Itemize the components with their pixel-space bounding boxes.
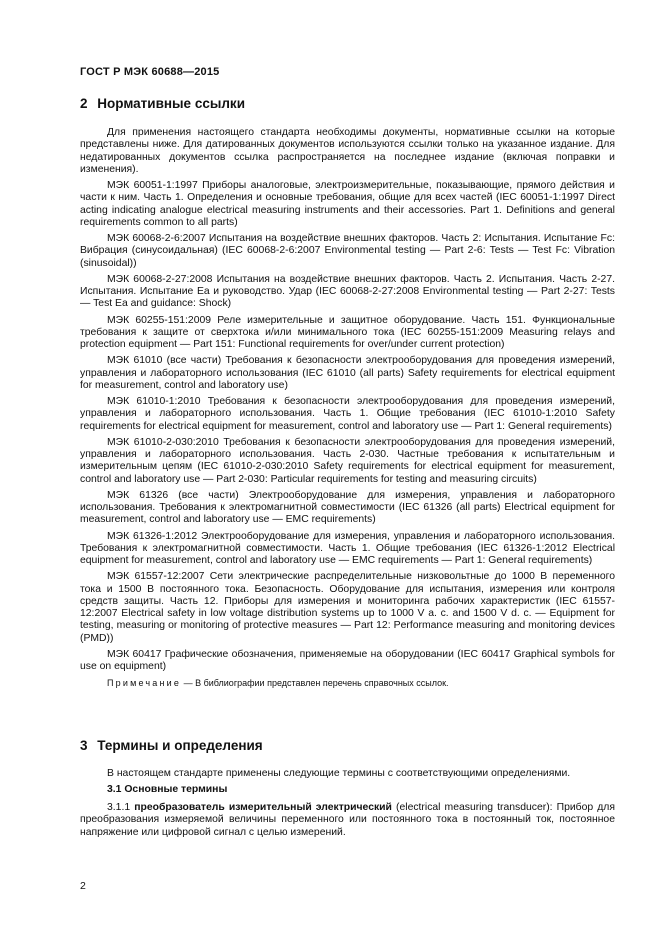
term-definition — [80, 802, 615, 839]
reference-item: МЭК 60417 Графические обозначения, применяемые на оборудовании (IEC 60417 Graphical symbols for use on equipment) — [80, 648, 615, 672]
term-definition-text: (electrical measuring transducer): Прибор для преобразования измеряемой величины переменного или постоянного тока в постоянный ток, постоянное напряжение или цифровой сигнал с целью измерений. — [80, 802, 615, 838]
subsection-3-1-heading — [107, 784, 227, 795]
term-definition-block — [80, 802, 615, 843]
reference-item: МЭК 61557-12:2007 Сети электрические распределительные низковольтные до 1000 В переменного тока и 1500 В постоянного тока. Безопасность. Оборудование для испытания, измерения или контроля средств защиты. Часть 12. Приборы для измерения и мониторинга рабочих характеристик (IEC 61557-12:2007 Electrical safety in low voltage distribution systems up to 1000 V a. c. and 1500 V d. c. — Equipment for testing, measuring or monitoring of protective measures — Part 12: Performance measuring and monitoring devices (PMD)) — [80, 571, 615, 644]
reference-item: МЭК 61010 (все части) Требования к безопасности электрооборудования для проведения измерений, управления и лабораторного использования (IEC 61010 (all parts) Safety requirements for electrical equipment for measurement, control and laboratory use) — [80, 355, 615, 391]
section-2-intro: Для применения настоящего стандарта необходимы документы, нормативные ссылки на которые представлены ниже. Для датированных документов используются ссылки только на указанное издание. Для недатированных документов ссылка распространяется на последнее издание (включая поправки и изменения). — [80, 127, 615, 175]
section-3-number: 3 — [80, 738, 88, 753]
note — [80, 677, 615, 689]
section-3-intro: В настоящем стандарте применены следующие термины с соответствующими определениями. — [107, 768, 571, 779]
section-2-number: 2 — [80, 96, 88, 111]
reference-item: МЭК 61010-1:2010 Требования к безопасности электрооборудования для проведения измерений, управления и лабораторного использования. Часть 1. Общие требования (IEC 61010-1:2010 Safety requirements for electrical equipment for measurement, control and laboratory use — Part 1: General requirements) — [80, 396, 615, 432]
reference-item: МЭК 61010-2-030:2010 Требования к безопасности электрооборудования для проведения измерений, управления и лабораторного использования. Часть 2-030. Частные требования к испытательным и измерительным цепям (IEC 61010-2-030:2010 Safety requirements for electrical equipment for measurement, control and laboratory use — Part 2-030: Particular requirements for testing and measuring circuits) — [80, 436, 615, 485]
reference-item: МЭК 60051-1:1997 Приборы аналоговые, электроизмерительные, показывающие, прямого действия и части к ним. Часть 1. Определения и основные требования, общие для всех частей (IEC 60051-1:1997 Direct acting indicating analogue electrical measuring instruments and their accessories. Part 1. Definitions and general requirements common to all parts) — [80, 180, 615, 228]
section-3-title: Термины и определения — [97, 738, 263, 753]
term-name: преобразователь измерительный электрический — [134, 802, 392, 813]
term-number: 3.1.1 — [107, 802, 131, 813]
reference-item: МЭК 60068-2-27:2008 Испытания на воздействие внешних факторов. Часть 2. Испытания. Часть 2-27. Испытания. Испытание Еа и руководство. Удар (IEC 60068-2-27:2008 Environmental testing — Part 2-27: Tests — Test Ea and guidance: Shock) — [80, 273, 615, 310]
reference-item: МЭК 61326 (все части) Электрооборудование для измерения, управления и лабораторного использования. Требования к электромагнитной совместимости (IEC 61326 (all parts) Electrical equipment for measurement, control and laboratory use — EMC requirements) — [80, 489, 615, 526]
section-3-intro-block — [80, 768, 615, 784]
note-label: Примечание — [107, 678, 182, 689]
reference-item: МЭК 61326-1:2012 Электрооборудование для измерения, управления и лабораторного использования. Требования к электромагнитной совместимости. Часть 1. Общие требования (IEC 61326-1:2012 Electrical equipment for measurement, control and laboratory use — EMC requirements — Part 1: General requirements) — [80, 530, 615, 566]
subsection-number: 3.1 — [107, 784, 122, 795]
reference-item: МЭК 60068-2-6:2007 Испытания на воздействие внешних факторов. Часть 2: Испытания. Испытание Fc: Вибрация (синусоидальная) (IEC 60068-2-6:2007 Environmental testing — Part 2-6: Tests — Test Fc: Vibration (sinusoidal)) — [80, 233, 615, 269]
document-header: ГОСТ Р МЭК 60688—2015 — [80, 66, 220, 78]
section-2-title: Нормативные ссылки — [97, 96, 245, 111]
reference-item: МЭК 60255-151:2009 Реле измерительные и защитное оборудование. Часть 151. Функциональные требования к защите от сверхтока и/или минимального тока (IEC 60255-151:2009 Measuring relays and protection equipment — Part 151: Functional requirements for over/under current protection) — [80, 314, 615, 350]
section-2-heading — [80, 96, 600, 111]
page-number: 2 — [80, 880, 86, 892]
note-text: — В библиографии представлен перечень справочных ссылок. — [181, 678, 449, 689]
section-2-body — [80, 127, 615, 694]
section-3-heading — [80, 738, 600, 753]
subsection-title: Основные термины — [124, 784, 228, 795]
